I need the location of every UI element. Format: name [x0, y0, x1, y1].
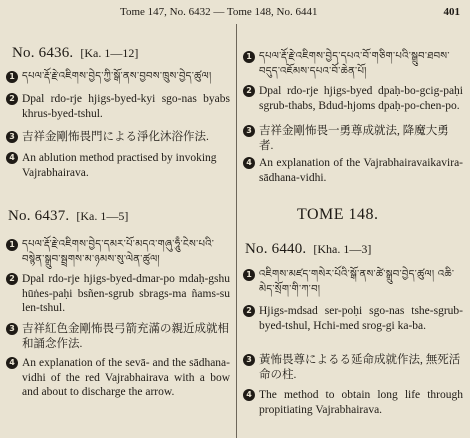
page-number: 401 [443, 6, 460, 18]
entry-number: No. 6437. [8, 208, 70, 224]
entry-ref: [Ka. 1—5] [76, 209, 129, 223]
entry-6436-japanese: 3 吉祥金剛怖畏門による淨化沐浴作法. [6, 130, 230, 145]
entry-6440-tibetan: 1 འཇིགས་མཛད་གསེར་པོའི་སྒོ་ནས་ཚེ་སྒྲུབ་བྱེད་ཚུལ། འཆི་མེད་སྲོག་གི་ཀ་བ། [243, 268, 463, 297]
marker-4: 4 [6, 357, 18, 369]
entry-6436-tibetan: 1 དཔལ་རྡོ་རྗེ་འཇིགས་བྱེད་ཀྱི་སྒོ་ནས་བྱབས་ཁྲུས་བྱེད་ཚུལ། [6, 70, 230, 85]
cont-english: 4 An explanation of the Vajrabhairavaikavira-sādhana-vidhi. [243, 156, 463, 185]
entry-6437-japanese: 3 吉祥紅色金剛怖畏弓箭充滿の親近成就相和誦念作法. [6, 322, 230, 351]
marker-2: 2 [6, 273, 18, 285]
entry-number: No. 6436. [12, 45, 74, 61]
entry-6436-heading [12, 44, 138, 62]
marker-1: 1 [243, 51, 255, 63]
cont-tibetan: 1 དཔལ་རྡོ་རྗེ་འཇིགས་བྱེད་དཔའ་བོ་གཅིག་པའི་སྒྲུབ་ཐབས་བདུད་འཇོམས་དཔའ་བོ་ཆེན་པོ། [243, 50, 463, 79]
marker-4: 4 [6, 152, 18, 164]
entry-number: No. 6440. [245, 241, 307, 257]
entry-6437-tibetan: 1 དཔལ་རྡོ་རྗེ་འཇིགས་བྱེད་དམར་པོ་མདའ་གཞུ་ཧཱུྃ་ངེས་པའི་བསྙེན་སྒྲུབ་སྦྲགས་མ་ཉམས་སུ་ལེན་ཚུལ། [6, 238, 230, 267]
entry-6436-transliteration: 2 Dpal rdo-rje hjigs-byed-kyi sgo-nas byabs khrus-byed-tshul. [6, 92, 230, 121]
column-divider [236, 24, 237, 438]
entry-6437-transliteration: 2 Dpal rdo-rje hjigs-byed-dmar-po mdaḥ-gshu hūṅes-paḥi bsñen-sgrub sbrags-ma ñams-su len-tshul. [6, 272, 230, 316]
cont-transliteration: 2 Dpal rdo-rje hjigs-byed dpaḥ-bo-gcig-paḥi sgrub-thabs, Bdud-hjoms dpaḥ-po-chen-po. [243, 84, 463, 113]
marker-1: 1 [6, 71, 18, 83]
marker-3: 3 [6, 323, 18, 335]
marker-3: 3 [243, 354, 255, 366]
marker-3: 3 [243, 125, 255, 137]
cont-japanese: 3 吉祥金剛怖畏一勇尊成就法, 降魔大勇者. [243, 124, 463, 153]
marker-2: 2 [6, 93, 18, 105]
tome-title: TOME 148. [297, 206, 379, 223]
entry-6440-heading [245, 240, 371, 258]
entry-6437-heading [8, 207, 128, 225]
marker-2: 2 [243, 305, 255, 317]
entry-6440-transliteration: 2 Hjigs-mdsad ser-poḥi sgo-nas tshe-sgrub-byed-tshul, Hchi-med srog-gi ka-ba. [243, 304, 463, 333]
entry-ref: [Ka. 1—12] [80, 46, 139, 60]
marker-4: 4 [243, 157, 255, 169]
marker-2: 2 [243, 85, 255, 97]
marker-3: 3 [6, 131, 18, 143]
entry-ref: [Kha. 1—3] [313, 242, 372, 256]
entry-6440-japanese: 3 黃怖畏尊によるる延命成就作法, 無死活命の柱. [243, 353, 463, 382]
marker-4: 4 [243, 389, 255, 401]
marker-1: 1 [243, 269, 255, 281]
marker-1: 1 [6, 239, 18, 251]
running-head [0, 6, 470, 22]
entry-6436-english: 4 An ablution method practised by invoking Vajrabhairava. [6, 151, 230, 180]
entry-6440-english: 4 The method to obtain long life through propitiating Vajrabhairava. [243, 388, 463, 417]
entry-6437-english: 4 An explanation of the sevā- and the sādhana-vidhi of the red Vajrabhairava with a bow and about to discharge the arrow. [6, 356, 230, 400]
running-title: Tome 147, No. 6432 — Tome 148, No. 6441 [120, 6, 318, 18]
